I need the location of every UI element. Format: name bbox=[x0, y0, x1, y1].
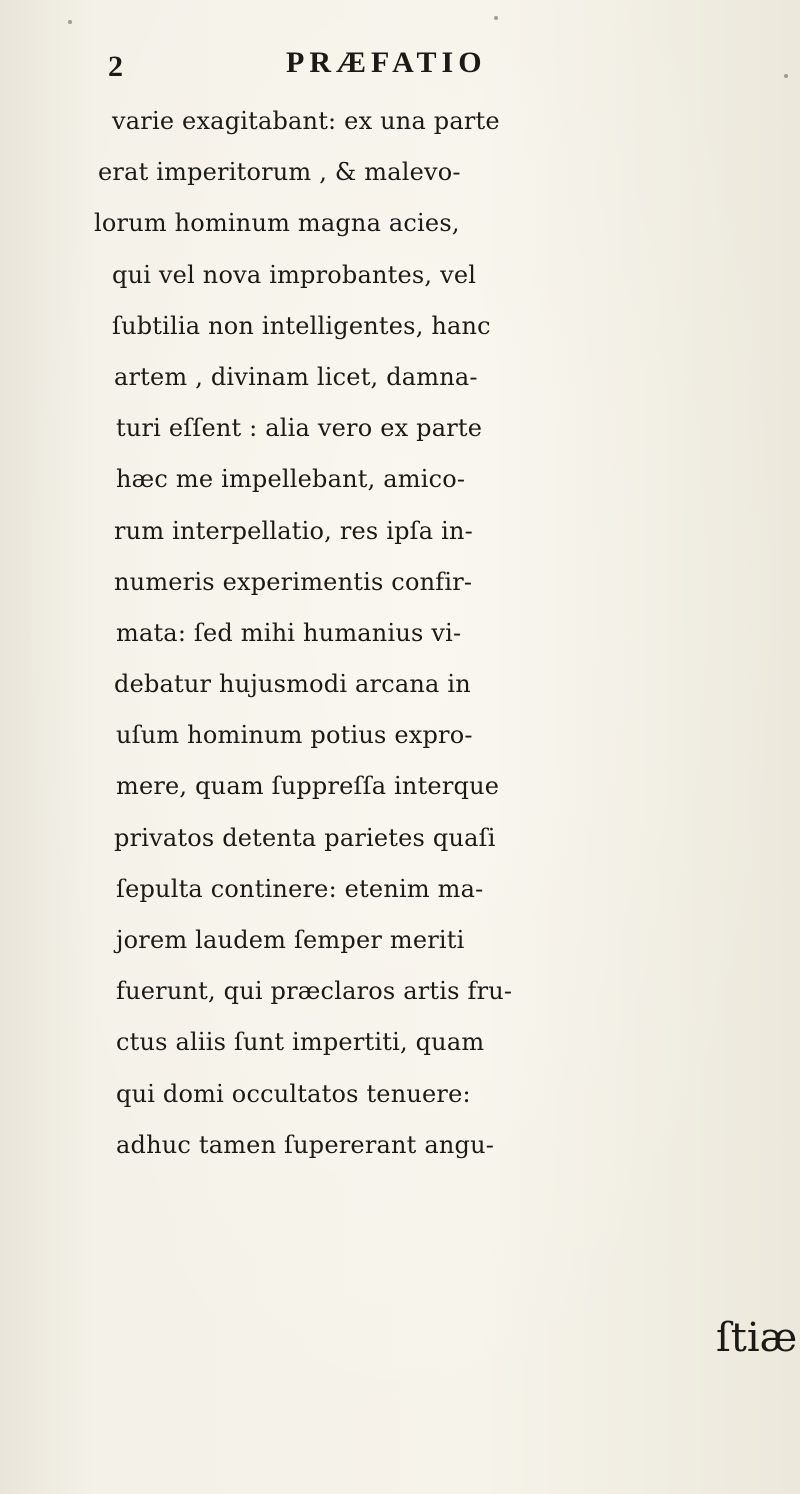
text-line: qui vel nova improbantes, vel bbox=[112, 260, 477, 289]
text-line: hæc me impellebant, amico- bbox=[116, 465, 466, 494]
text-line: erat imperitorum , & malevo- bbox=[98, 158, 461, 187]
text-line: adhuc tamen ſupererant angu- bbox=[116, 1130, 495, 1159]
text-line: turi eſſent : alia vero ex parte bbox=[116, 414, 483, 443]
ink-speck bbox=[494, 16, 498, 20]
text-line: fuerunt, qui præclaros artis fru- bbox=[116, 977, 513, 1006]
text-line: lorum hominum magna acies, bbox=[94, 209, 460, 238]
page-header bbox=[0, 42, 800, 92]
catchword: ſtiæ bbox=[716, 1315, 798, 1361]
body-text bbox=[94, 96, 792, 1171]
text-line: debatur hujusmodi arcana in bbox=[114, 670, 471, 699]
text-line: varie exagitabant: ex una parte bbox=[112, 107, 500, 135]
page-number: 2 bbox=[108, 50, 123, 83]
text-line: ſepulta continere: etenim ma- bbox=[116, 874, 484, 903]
text-line: rum interpellatio, res ipſa in- bbox=[114, 516, 473, 545]
text-line: mata: ſed mihi humanius vi- bbox=[116, 618, 462, 647]
text-line: jorem laudem ſemper meriti bbox=[116, 926, 465, 954]
text-line: numeris experimentis confir- bbox=[114, 567, 473, 596]
text-line: uſum hominum potius expro- bbox=[116, 721, 473, 750]
text-line: mere, quam ſuppreſſa interque bbox=[116, 772, 500, 801]
text-line: privatos detenta parietes quaſi bbox=[114, 823, 496, 852]
text-line: artem , divinam licet, damna- bbox=[114, 362, 478, 391]
text-line: ctus aliis ſunt impertiti, quam bbox=[116, 1028, 485, 1057]
text-line: qui domi occultatos tenuere: bbox=[116, 1079, 471, 1108]
ink-speck bbox=[68, 20, 72, 24]
text-line: ſubtilia non intelligentes, hanc bbox=[112, 311, 491, 340]
running-head: PRÆFATIO bbox=[286, 46, 487, 79]
